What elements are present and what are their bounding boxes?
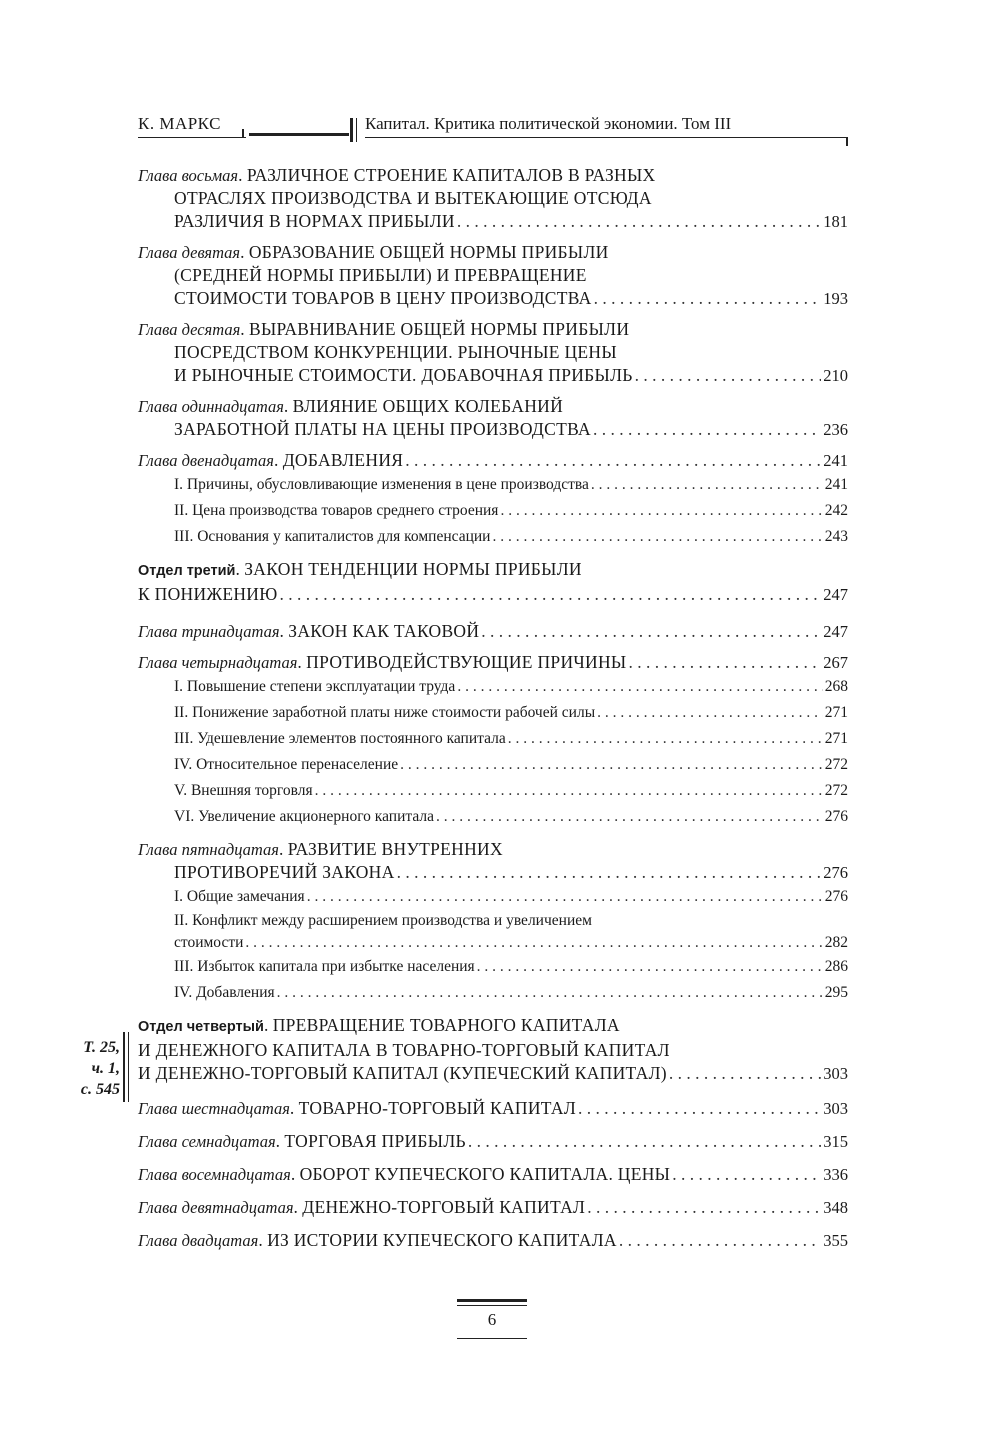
toc-entry-chapter-8[interactable]: Глава восьмая. РАЗЛИЧНОЕ СТРОЕНИЕ КАПИТАЛОВ В РАЗНЫХ ОТРАСЛЯХ ПРОИЗВОДСТВА И ВЫТЕКАЮЩИЕ ОТСЮДА РАЗЛИЧИЯ В НОРМАХ ПРИБЫЛИ . . . 181	[138, 164, 848, 233]
dot-leader	[492, 524, 822, 550]
running-head-author: К. МАРКС	[138, 114, 221, 133]
dot-leader	[457, 210, 821, 233]
chapter-title-line: РАЗЛИЧНОЕ СТРОЕНИЕ КАПИТАЛОВ В РАЗНЫХ	[246, 165, 656, 185]
chapter-title: ЗАКОН КАК ТАКОВОЙ	[288, 621, 480, 641]
toc-subsection[interactable]	[138, 524, 848, 550]
folio-page-number: 6	[487, 1310, 497, 1329]
toc-subsection[interactable]	[138, 700, 848, 726]
toc-entry-chapter-20[interactable]: Глава двадцатая . ИЗ ИСТОРИИ КУПЕЧЕСКОГО КАПИТАЛА . . . 355	[138, 1229, 848, 1252]
dot-leader	[597, 700, 823, 726]
page-number: 276	[823, 863, 848, 882]
margin-reference-part: ч. 1,	[91, 1060, 120, 1077]
chapter-label: Глава шестнадцатая	[138, 1099, 290, 1118]
page-number: 272	[824, 756, 848, 773]
page-number: 241	[824, 476, 848, 493]
page-number: 181	[823, 212, 848, 231]
dot-leader	[593, 418, 821, 441]
part-title-line: И ДЕНЕЖНОГО КАПИТАЛА В ТОВАРНО-ТОРГОВЫЙ КАПИТАЛ	[138, 1040, 670, 1060]
dot-leader	[405, 449, 821, 472]
subsection-title: I. Общие замечания	[174, 888, 305, 905]
toc-entry-chapter-13[interactable]: Глава тринадцатая . ЗАКОН КАК ТАКОВОЙ . . . 247	[138, 620, 848, 643]
chapter-label: Глава восьмая	[138, 166, 239, 185]
part-title-line: ПРЕВРАЩЕНИЕ ТОВАРНОГО КАПИТАЛА	[272, 1015, 620, 1035]
part-title-line: ЗАКОН ТЕНДЕНЦИИ НОРМЫ ПРИБЫЛИ	[244, 559, 582, 579]
subsection-title-line: стоимости	[174, 934, 244, 951]
chapter-title-line: ПРОТИВОРЕЧИЙ ЗАКОНА	[174, 862, 395, 882]
page-number: 276	[824, 808, 848, 825]
running-head-title: Капитал. Критика политической экономии. Том III	[365, 114, 732, 133]
footer-rule-thin	[457, 1305, 527, 1306]
chapter-label: Глава девятая	[138, 243, 241, 262]
header-rule-right	[365, 137, 847, 138]
dot-leader	[591, 472, 823, 498]
toc-entry-part-4[interactable]: Отдел четвертый. ПРЕВРАЩЕНИЕ ТОВАРНОГО КАПИТАЛА И ДЕНЕЖНОГО КАПИТАЛА В ТОВАРНО-ТОРГОВЫЙ КАПИТАЛ И ДЕНЕЖНО-ТОРГОВЫЙ КАПИТАЛ (КУПЕЧЕСКИЙ КАПИТАЛ) . . . 303	[138, 1014, 848, 1085]
chapter-title-line: РАЗВИТИЕ ВНУТРЕННИХ	[287, 839, 503, 859]
subsection-title: IV. Относительное перенаселение	[174, 756, 399, 773]
subsection-title: III. Основания у капиталистов для компенсации	[174, 528, 491, 545]
page-number: 348	[823, 1198, 848, 1217]
page-number: 282	[824, 934, 848, 951]
subsection-title: I. Повышение степени эксплуатации труда	[174, 678, 456, 695]
toc-subsection[interactable]	[138, 954, 848, 980]
chapter-label: Глава одиннадцатая	[138, 397, 284, 416]
toc-subsection[interactable]	[138, 726, 848, 752]
dot-leader	[629, 651, 822, 674]
page-number: 247	[823, 585, 848, 604]
chapter-title-line: ВЫРАВНИВАНИЕ ОБЩЕЙ НОРМЫ ПРИБЫЛИ	[249, 319, 630, 339]
page-number: 236	[823, 420, 848, 439]
page-number: 336	[823, 1165, 848, 1184]
dot-leader	[457, 674, 822, 700]
page-number: 193	[823, 289, 848, 308]
page-number: 242	[824, 502, 848, 519]
toc-entry-chapter-10[interactable]: Глава десятая. ВЫРАВНИВАНИЕ ОБЩЕЙ НОРМЫ ПРИБЫЛИ ПОСРЕДСТВОМ КОНКУРЕНЦИИ. РЫНОЧНЫЕ ЦЕНЫ И РЫНОЧНЫЕ СТОИМОСТИ. ДОБАВОЧНАЯ ПРИБЫЛЬ . . . 210	[138, 318, 848, 387]
footer-rule-bottom	[457, 1338, 527, 1339]
page-number: 271	[824, 730, 848, 747]
dot-leader	[672, 1163, 821, 1186]
header-rule-left	[138, 137, 246, 138]
page-number: 243	[824, 528, 848, 545]
chapter-label: Глава десятая	[138, 320, 241, 339]
dot-leader	[508, 726, 823, 752]
margin-reference-volume: Т. 25,	[83, 1039, 120, 1056]
chapter-label: Глава четырнадцатая	[138, 653, 298, 672]
dot-leader	[280, 583, 822, 606]
dot-leader	[500, 498, 822, 524]
dot-leader	[481, 620, 821, 643]
toc-entry-chapter-17[interactable]: Глава семнадцатая . ТОРГОВАЯ ПРИБЫЛЬ . . . 315	[138, 1130, 848, 1153]
chapter-title: ДЕНЕЖНО-ТОРГОВЫЙ КАПИТАЛ	[302, 1197, 586, 1217]
page-number: 272	[824, 782, 848, 799]
chapter-title-line: ВЛИЯНИЕ ОБЩИХ КОЛЕБАНИЙ	[292, 396, 564, 416]
dot-leader	[436, 804, 823, 830]
part-title-line: К ПОНИЖЕНИЮ	[138, 584, 278, 604]
toc-entry-chapter-11[interactable]: Глава одиннадцатая. ВЛИЯНИЕ ОБЩИХ КОЛЕБАНИЙ ЗАРАБОТНОЙ ПЛАТЫ НА ЦЕНЫ ПРОИЗВОДСТВА . . . 236	[138, 395, 848, 441]
chapter-title-line: И РЫНОЧНЫЕ СТОИМОСТИ. ДОБАВОЧНАЯ ПРИБЫЛЬ	[174, 365, 633, 385]
dot-leader	[307, 884, 823, 910]
dot-leader	[594, 287, 822, 310]
subsection-title: VI. Увеличение акционерного капитала	[174, 808, 434, 825]
table-of-contents	[138, 164, 848, 1260]
toc-subsection[interactable]	[138, 778, 848, 804]
page-number: 295	[824, 984, 848, 1001]
part-label: Отдел третий	[138, 563, 236, 579]
toc-entry-chapter-14[interactable]: Глава четырнадцатая . ПРОТИВОДЕЙСТВУЮЩИЕ ПРИЧИНЫ . . . 267 I. Повышение степени эксплуатации труда . . . 268 II. Понижение заработной платы ниже стоимости рабочей силы . . . 271 III. Удешевление элементов постоянного капитала . . . 271 IV. Относительное перенаселение . . . 272 V. Внешняя торговля . . . 272 VI. Увеличение акционерного капитала . . . 276	[138, 651, 848, 830]
chapter-title-line: РАЗЛИЧИЯ В НОРМАХ ПРИБЫЛИ	[174, 211, 455, 231]
chapter-label: Глава тринадцатая	[138, 622, 280, 641]
dot-leader	[578, 1097, 821, 1120]
page-number: 247	[823, 622, 848, 641]
chapter-title-line: (СРЕДНЕЙ НОРМЫ ПРИБЫЛИ) И ПРЕВРАЩЕНИЕ	[174, 265, 587, 285]
chapter-title-line: ПОСРЕДСТВОМ КОНКУРЕНЦИИ. РЫНОЧНЫЕ ЦЕНЫ	[174, 342, 617, 362]
chapter-title-line: ЗАРАБОТНОЙ ПЛАТЫ НА ЦЕНЫ ПРОИЗВОДСТВА	[174, 419, 591, 439]
toc-subsection[interactable]	[138, 980, 848, 1006]
margin-bar-thin	[128, 1032, 129, 1102]
page-number: 210	[823, 366, 848, 385]
toc-entry-chapter-15[interactable]: Глава пятнадцатая. РАЗВИТИЕ ВНУТРЕННИХ ПРОТИВОРЕЧИЙ ЗАКОНА . . . 276 I. Общие замечания . . . 276 II. Конфликт между расширением производства и увеличением стоимости . . . 282 III. Избыток капитала при избытке населения . . . 286 IV. Добавления . . . 295	[138, 838, 848, 1006]
subsection-title: II. Цена производства товаров среднего строения	[174, 502, 499, 519]
header-separator-thin	[356, 118, 357, 142]
margin-reference	[60, 1037, 120, 1100]
toc-entry-chapter-16[interactable]: Глава шестнадцатая . ТОВАРНО-ТОРГОВЫЙ КАПИТАЛ . . . 303	[138, 1097, 848, 1120]
dot-leader	[468, 1130, 821, 1153]
dot-leader	[245, 932, 822, 954]
subsection-title: I. Причины, обусловливающие изменения в цене производства	[174, 476, 589, 493]
dot-leader	[587, 1196, 821, 1219]
page-number: 241	[823, 451, 848, 470]
footer-rule-thick	[457, 1299, 527, 1302]
chapter-title: ТОВАРНО-ТОРГОВЫЙ КАПИТАЛ	[298, 1098, 577, 1118]
page-number: 303	[823, 1064, 848, 1083]
chapter-label: Глава двадцатая	[138, 1231, 259, 1250]
toc-subsection[interactable]	[138, 752, 848, 778]
chapter-label: Глава пятнадцатая	[138, 840, 279, 859]
subsection-title: IV. Добавления	[174, 984, 275, 1001]
page-number: 315	[823, 1132, 848, 1151]
subsection-title-line: II. Конфликт между расширением производства и увеличением	[174, 912, 592, 929]
page-number: 271	[824, 704, 848, 721]
chapter-label: Глава восемнадцатая	[138, 1165, 291, 1184]
toc-subsection[interactable]	[138, 498, 848, 524]
toc-entry-chapter-19[interactable]: Глава девятнадцатая . ДЕНЕЖНО-ТОРГОВЫЙ КАПИТАЛ . . . 348	[138, 1196, 848, 1219]
chapter-label: Глава двенадцатая	[138, 451, 274, 470]
dot-leader	[315, 778, 823, 804]
chapter-title: ПРОТИВОДЕЙСТВУЮЩИЕ ПРИЧИНЫ	[306, 652, 627, 672]
page-number: 303	[823, 1099, 848, 1118]
dot-leader	[669, 1062, 821, 1085]
toc-subsection-continuation	[138, 932, 848, 954]
subsection-title: II. Понижение заработной платы ниже стоимости рабочей силы	[174, 704, 596, 721]
header-rule-right-tick	[846, 137, 848, 146]
chapter-title-line: СТОИМОСТИ ТОВАРОВ В ЦЕНУ ПРОИЗВОДСТВА	[174, 288, 592, 308]
part-title-line: И ДЕНЕЖНО-ТОРГОВЫЙ КАПИТАЛ (КУПЕЧЕСКИЙ КАПИТАЛ)	[138, 1063, 667, 1083]
dot-leader	[397, 861, 822, 884]
chapter-label: Глава семнадцатая	[138, 1132, 276, 1151]
toc-entry-chapter-9[interactable]: Глава девятая. ОБРАЗОВАНИЕ ОБЩЕЙ НОРМЫ ПРИБЫЛИ (СРЕДНЕЙ НОРМЫ ПРИБЫЛИ) И ПРЕВРАЩЕНИЕ СТОИМОСТИ ТОВАРОВ В ЦЕНУ ПРОИЗВОДСТВА . . . 193	[138, 241, 848, 310]
chapter-title-line: ОБРАЗОВАНИЕ ОБЩЕЙ НОРМЫ ПРИБЫЛИ	[248, 242, 609, 262]
toc-subsection[interactable]	[138, 472, 848, 498]
dot-leader	[477, 954, 823, 980]
header-rule-left-tick	[242, 129, 244, 138]
page-number: 268	[824, 678, 848, 695]
dot-leader	[635, 364, 822, 387]
toc-entry-chapter-12[interactable]: Глава двенадцатая . ДОБАВЛЕНИЯ . . . 241 I. Причины, обусловливающие изменения в цене производства . . . 241 II. Цена производства товаров среднего строения . . . 242 III. Основания у капиталистов для компенсации . . . 243	[138, 449, 848, 550]
subsection-title: III. Избыток капитала при избытке населения	[174, 958, 475, 975]
chapter-title: ОБОРОТ КУПЕЧЕСКОГО КАПИТАЛА. ЦЕНЫ	[299, 1164, 671, 1184]
part-label: Отдел четвертый	[138, 1019, 264, 1035]
chapter-title: ДОБАВЛЕНИЯ	[282, 450, 404, 470]
page-number: 267	[823, 653, 848, 672]
chapter-title: ТОРГОВАЯ ПРИБЫЛЬ	[284, 1131, 466, 1151]
header-separator-thick	[350, 118, 353, 142]
toc-entry-chapter-18[interactable]: Глава восемнадцатая . ОБОРОТ КУПЕЧЕСКОГО КАПИТАЛА. ЦЕНЫ . . . 336	[138, 1163, 848, 1186]
toc-subsection-wrapped[interactable]	[138, 910, 848, 932]
page-number: 355	[823, 1231, 848, 1250]
chapter-title: ИЗ ИСТОРИИ КУПЕЧЕСКОГО КАПИТАЛА	[267, 1230, 617, 1250]
toc-subsection[interactable]	[138, 674, 848, 700]
subsection-title: III. Удешевление элементов постоянного капитала	[174, 730, 506, 747]
header-bar	[249, 133, 349, 136]
toc-subsection[interactable]	[138, 884, 848, 910]
toc-entry-part-3[interactable]: Отдел третий. ЗАКОН ТЕНДЕНЦИИ НОРМЫ ПРИБЫЛИ К ПОНИЖЕНИЮ . . . 247	[138, 558, 848, 606]
dot-leader	[277, 980, 823, 1006]
toc-subsection[interactable]	[138, 804, 848, 830]
dot-leader	[619, 1229, 821, 1252]
subsection-title: V. Внешняя торговля	[174, 782, 313, 799]
page-number: 286	[824, 958, 848, 975]
page-number: 276	[824, 888, 848, 905]
margin-bar-thick	[123, 1032, 125, 1102]
margin-reference-page: с. 545	[80, 1081, 120, 1098]
chapter-title-line: ОТРАСЛЯХ ПРОИЗВОДСТВА И ВЫТЕКАЮЩИЕ ОТСЮДА	[174, 188, 652, 208]
chapter-label: Глава девятнадцатая	[138, 1198, 294, 1217]
dot-leader	[400, 752, 823, 778]
